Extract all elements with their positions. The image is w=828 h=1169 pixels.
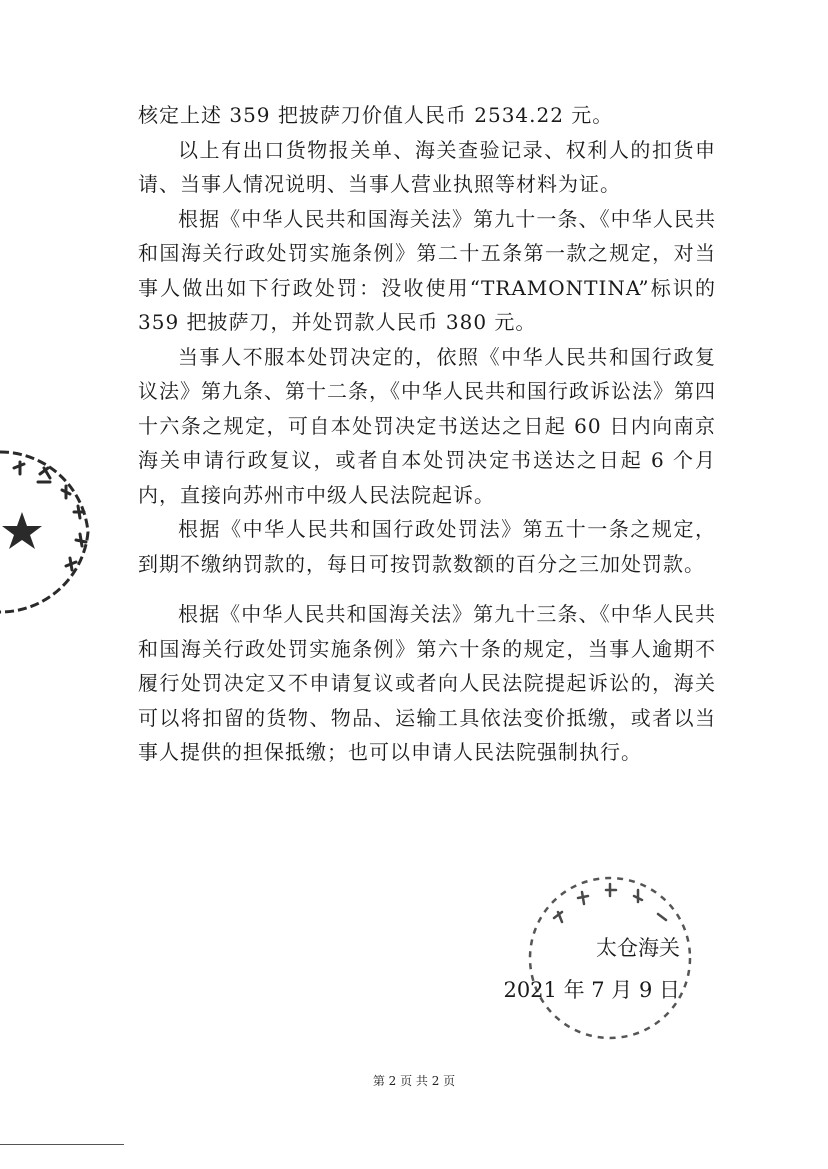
signature-block <box>503 927 680 1011</box>
paragraph-evidence: 以上有出口货物报关单、海关查验记录、权利人的扣货申请、当事人情况说明、当事人营业执照等材料为证。 <box>138 137 716 196</box>
document-body <box>138 98 716 770</box>
issuer-name: 太仓海关 <box>596 936 680 960</box>
scan-edge-line <box>0 1144 124 1145</box>
paragraph-appeal-rights: 当事人不服本处罚决定的，依照《中华人民共和国行政复议法》第九条、第十二条，《中华人民共和国行政诉讼法》第四十六条之规定，可自本处罚决定书送达之日起 60 日内向南京海关申请行政复议，或者自本处罚决定书送达之日起 6 个月内，直接向苏州市中级人民法院起诉。 <box>138 344 716 507</box>
paragraph-valuation: 核定上述 359 把披萨刀价值人民币 2534.22 元。 <box>138 103 614 127</box>
issue-date: 2021 年 7 月 9 日 <box>503 978 680 1002</box>
paragraph-enforcement: 根据《中华人民共和国海关法》第九十三条、《中华人民共和国海关行政处罚实施条例》第六十条的规定，当事人逾期不履行处罚决定又不申请复议或者向人民法院提起诉讼的，海关可以将扣留的货物、物品、运输工具依法变价抵缴，或者以当事人提供的担保抵缴；也可以申请人民法院强制执行。 <box>138 602 716 764</box>
paragraph-penalty-decision: 根据《中华人民共和国海关法》第九十一条、《中华人民共和国海关行政处罚实施条例》第二十五条第一款之规定，对当事人做出如下行政处罚：没收使用“TRAMONTINA”标识的 359 把披萨刀，并处罚款人民币 380 元。 <box>138 206 716 334</box>
seal-star-icon <box>2 512 42 549</box>
page-number: 第 2 页 共 2 页 <box>372 1074 456 1088</box>
paragraph-late-payment: 根据《中华人民共和国行政处罚法》第五十一条之规定，到期不缴纳罚款的，每日可按罚款数额的百分之三加处罚款。 <box>138 517 716 576</box>
official-seal-left-partial <box>0 440 110 620</box>
